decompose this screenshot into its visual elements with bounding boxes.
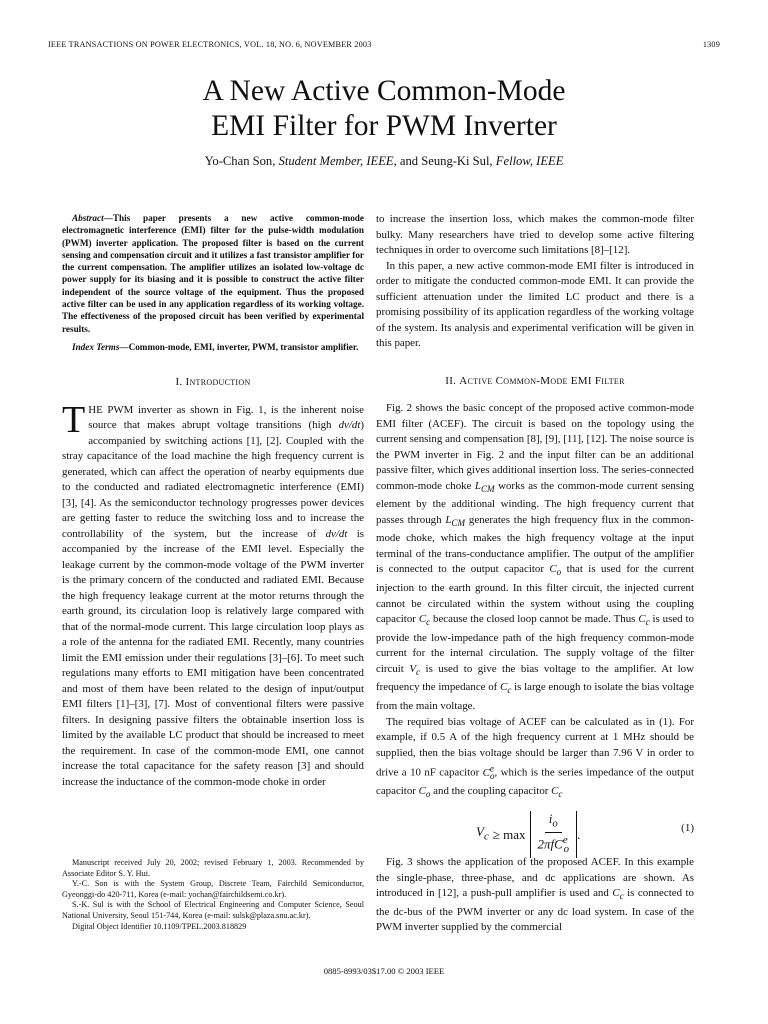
paragraph: to increase the insertion loss, which makes the common-mode filter bulky. Many researchers have tried to develop some active filtering techniques in order to overcome such limitations [8]–[12].: [376, 213, 694, 256]
footnote: Y.-C. Son is with the System Group, Discrete Team, Fairchild Semiconductor, Gyeonggi-do 420-711, Korea (e-mail: yochan@fairchildsemi.co.kr).: [62, 879, 364, 899]
math-dvdt-2: dv/dt: [325, 527, 348, 540]
math-vc: [409, 663, 420, 675]
index-terms-text: Common-mode, EMI, inverter, PWM, transistor amplifier.: [128, 341, 359, 352]
math-cc: [551, 785, 563, 800]
text: The required bias voltage of ACEF can be calculated as in (1). For example, if 0.5 A of the high frequency current at 1 MHz should be supplied, then the bias voltage should be larger than 7.96 V in order to drive a 10 nF capacitor: [376, 715, 694, 779]
footnotes: [62, 858, 364, 932]
math-subscript: c: [483, 830, 489, 843]
text: is used to provide the low-impedance path of the high frequency common-mode current for the internal circulation. The supply voltage of the filter circuit: [376, 613, 694, 675]
math-lcm: [475, 480, 495, 492]
math-subscript: c: [426, 617, 431, 628]
eq-fraction: [538, 811, 570, 858]
math-subscript: o: [552, 817, 558, 830]
footnote: Manuscript received July 20, 2002; revised February 1, 2003. Recommended by Associate Editor S. Y. Hui.: [62, 858, 364, 878]
math-subscript: c: [416, 666, 421, 677]
title-line-1: A New Active Common-Mode: [202, 75, 566, 107]
author-1-role: Student Member, IEEE,: [278, 154, 397, 168]
text: Fig. 3 shows the application of the proposed ACEF. In this example the single-phase, three-phase, and dc applications are shown. As introduced in [12], a push-pull amplifier is used and: [376, 856, 694, 899]
intro-text-b: ) accompanied by switching actions [1], [2]. Coupled with the stray capacitance of the load machine the high frequency current is generated, which can affect the operation of nearby equipments due to the conducted and radiated electromagnetic interference (EMI) [3], [4]. As the semiconductor technology progresses power devices are getting faster to reduce the switching loss and to increase the controllability of the system, but the increase of: [62, 419, 364, 540]
equation-number: (1): [681, 822, 694, 834]
intro-text-a: HE PWM inverter as shown in Fig. 1, is the inherent noise source that makes abrupt voltage transitions (high: [88, 403, 364, 432]
section-2-title: Active Common-Mode EMI Filter: [459, 374, 625, 387]
intro-text-c: is accompanied by the increase of the EMI level. Especially the leakage current by the common-mode voltage of the PWM inverter is the primary concern of the conducted and radiated EMI. Because the high frequency leakage current at the motor returns through the earth ground, its circulation loop is relatively large compared with that of the normal-mode current. This large circulation loop plays as a role of the antenna for the radiated EMI. Recently, many countries limit the EMI emission under their regulations [3]–[6]. To meet such regulations many efforts to EMI mitigation have been concentrated and most of them have been related to the design of input/output EMI filters [1]–[3], [7]. Most of conventional filters were passive filters. In designing passive filters the obtainable insertion loss is limited by the available LC product that should be increased to meet the requirement. In case of the common-mode EMI, one cannot increase the total capacitance for the safety reason [3] and should increase the inductance of the common-mode choke in order: [62, 527, 364, 788]
eq-lhs: [476, 824, 489, 845]
equation-1: [376, 803, 694, 855]
section-1-number: I.: [175, 376, 183, 389]
text: because the closed loop cannot be made. Thus: [430, 613, 639, 626]
abstract-text: This paper presents a new active common-mode electromagnetic interference (EMI) filter for the pulse-width modulation (PWM) inverter application. The proposed filter is based on the current sensing and compensation circuit and it utilizes a fast transistor amplifier for the current compensation. The amplifier utilizes an isolated low-voltage dc power supply for its biasing and it is possible to construct the active filter independent of the source voltage of the equipment. Thus the proposed active filter can be used in any application regardless of its working voltage. The effectiveness of the proposed circuit has been verified by experimental results.: [62, 213, 364, 334]
drop-cap: T: [62, 398, 86, 441]
math-symbol: C: [500, 681, 508, 694]
author-line: [0, 154, 768, 169]
math-symbol: C: [551, 785, 559, 798]
footnote: Digital Object Identifier 10.1109/TPEL.2003.818829: [72, 921, 247, 931]
index-terms-label: Index Terms—: [72, 341, 129, 352]
math-subscript: o: [556, 567, 562, 578]
eq-abs: [530, 811, 581, 858]
text: is connected to the dc-bus of the PWM inverter or any dc load system. In case of the PWM inverter supplied by the commercial: [376, 887, 695, 934]
journal-header: IEEE TRANSACTIONS ON POWER ELECTRONICS, VOL. 18, NO. 6, NOVEMBER 2003: [48, 40, 372, 49]
text: , which is the series impedance of the output capacitor: [376, 766, 694, 798]
running-header: [48, 40, 720, 54]
math-symbol: C: [482, 766, 490, 779]
math-co: [549, 563, 562, 578]
math-cc: [612, 887, 624, 902]
text: is used to give the bias voltage to the amplifier. At low frequency the impedance of: [376, 662, 694, 694]
text: works as the common-mode current sensing element by the additional winding. The high frequency current that passes through: [376, 479, 694, 526]
paper-title: [0, 74, 768, 144]
math-symbol: V: [476, 823, 484, 839]
math-subscript: o: [563, 843, 570, 856]
text: Fig. 2 shows the basic concept of the proposed active common-mode EMI filter (ACEF). The circuit is based on the topology using the current sensing and compensation [8], [9], [11], [12]. The noise source is the PWM inverter in Fig. 2 and the input filter can be an additional passive filter, which gives additional insertion loss. The series-connected common-mode choke: [376, 402, 694, 492]
math-cc: [638, 613, 650, 628]
math-subscript: c: [645, 617, 650, 628]
math-symbol: i: [548, 811, 553, 826]
eq-relation: ≥ max: [492, 826, 526, 842]
equation-body: [476, 811, 580, 858]
right-column: [376, 212, 694, 936]
math-superscript: e: [562, 834, 568, 847]
math-symbol: V: [409, 662, 416, 675]
index-terms: [62, 341, 364, 353]
math-subscript: o: [489, 770, 495, 781]
section-2-number: II.: [445, 374, 457, 387]
section-2-heading: [376, 374, 694, 390]
intro-paragraph: [62, 398, 364, 791]
copyright-line: 0885-8993/03$17.00 © 2003 IEEE: [323, 966, 445, 976]
eq-numerator: [545, 811, 562, 833]
text: is large enough to isolate the bias voltage from the main voltage.: [376, 681, 694, 713]
footnote: S.-K. Sul is with the School of Electrical Engineering and Computer Science, Seoul National University, Seoul 151-744, Korea (e-mail: sulsk@plaza.snu.ac.kr).: [62, 900, 364, 920]
eq-tail: .: [577, 826, 581, 842]
math-symbol: 2πfC: [537, 836, 563, 852]
left-column: [62, 212, 364, 790]
math-symbol: C: [612, 887, 620, 899]
math-symbol: C: [418, 785, 426, 798]
section-1-title: Introduction: [185, 376, 251, 389]
author-2-role: Fellow, IEEE: [495, 154, 564, 168]
paragraph: In this paper, a new active common-mode EMI filter is introduced in order to mitigate the conducted common-mode EMI. It can provide the sufficient attenuation under the limited LC product and there is a promising possibility of its application regardless of the working voltage of the system. Its analysis and experimental verification will be given in this paper.: [376, 259, 694, 349]
author-2: and Seung-Ki Sul,: [399, 154, 493, 168]
math-symbol: L: [445, 513, 452, 526]
text: generates the high frequency flux in the common-mode choke, which makes the high frequency voltage at the input terminal of the trans-conductance amplifier. The output of the amplifier is connected to the output capacitor: [376, 513, 694, 576]
math-cc: [418, 613, 431, 628]
title-line-2: EMI Filter for PWM Inverter: [211, 110, 557, 142]
abstract-label: Abstract—: [72, 213, 113, 223]
math-subscript: CM: [451, 517, 466, 528]
paragraph: [376, 855, 694, 936]
math-co-e: [482, 763, 495, 781]
text: that is used for the current injection to the earth ground. In this filter circuit, the injected current cannot be circulated within the system without using the coupling capacitor: [376, 563, 694, 626]
math-lcm: [445, 514, 465, 526]
author-1: Yo-Chan Son,: [204, 154, 276, 168]
math-subscript: o: [425, 789, 431, 800]
math-symbol: L: [474, 479, 481, 492]
math-co: [418, 785, 431, 800]
math-symbol: C: [418, 613, 427, 626]
math-cc: [500, 681, 512, 696]
eq-denominator: [538, 833, 570, 857]
math-superscript: e: [489, 763, 494, 774]
paragraph: [376, 715, 694, 803]
page-number: 1309: [702, 40, 720, 49]
abstract: [62, 212, 364, 335]
math-symbol: C: [638, 613, 646, 626]
text: and the coupling capacitor: [430, 785, 552, 798]
math-subscript: c: [507, 685, 512, 696]
paragraph: [376, 401, 694, 715]
math-subscript: c: [558, 789, 563, 800]
math-subscript: c: [619, 891, 624, 902]
section-1-heading: [62, 375, 364, 391]
math-symbol: C: [549, 563, 557, 576]
math-dvdt: dv/dt: [338, 419, 361, 432]
math-subscript: CM: [480, 483, 495, 494]
